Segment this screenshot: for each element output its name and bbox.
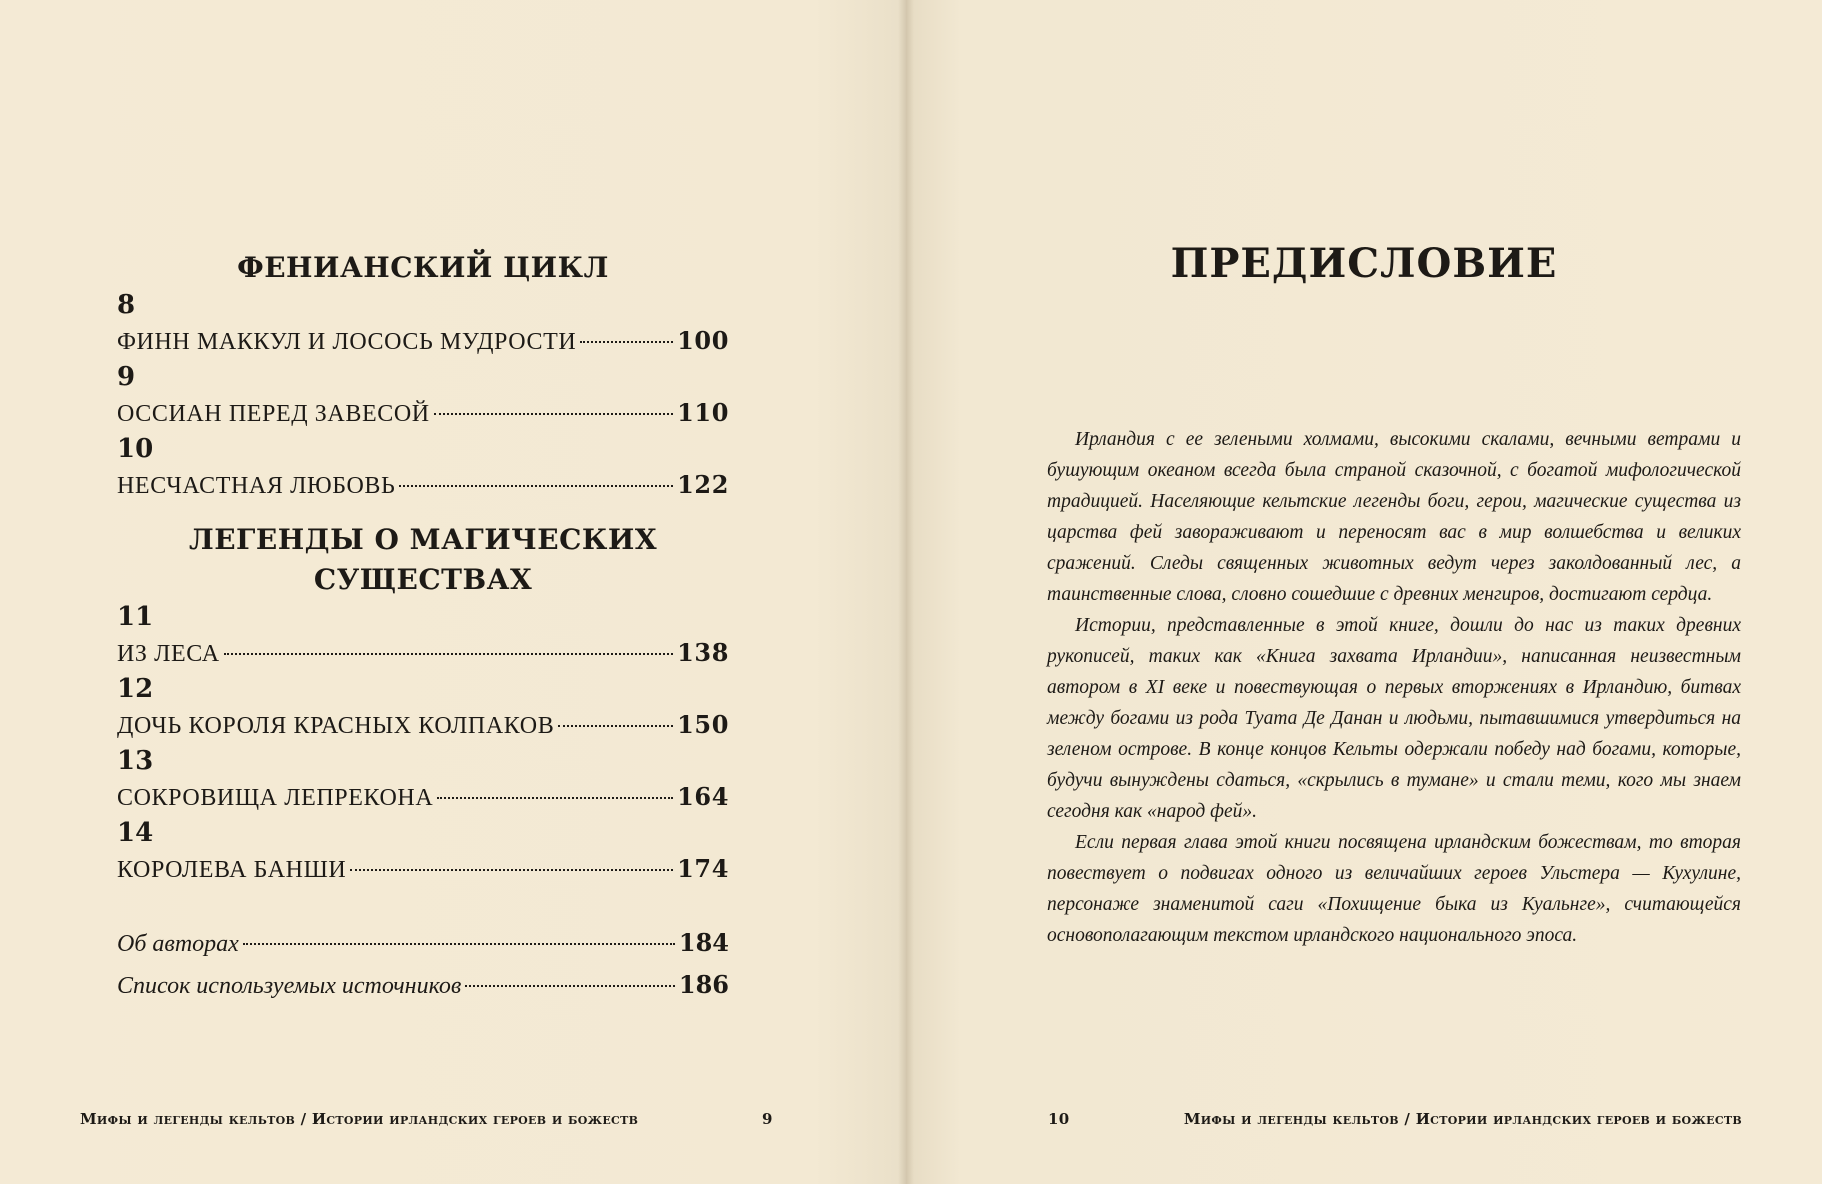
section-title: ЛЕГЕНДЫ О МАГИЧЕСКИХ СУЩЕСТВАХ xyxy=(188,523,658,596)
chapter-page: 138 xyxy=(677,638,729,667)
dot-leader xyxy=(437,797,673,799)
chapter-page: 150 xyxy=(677,710,729,739)
extra-title: Список используемых источников xyxy=(117,973,462,999)
chapter-page: 122 xyxy=(677,470,729,499)
toc-line xyxy=(117,466,729,504)
toc-extra-entry[interactable] xyxy=(117,922,729,964)
chapter-page: 110 xyxy=(677,398,729,427)
page-number: 10 xyxy=(1048,1110,1070,1128)
toc-entry[interactable] xyxy=(117,672,729,744)
toc-entry[interactable] xyxy=(117,816,729,888)
dot-leader xyxy=(224,653,673,655)
toc-entry[interactable] xyxy=(117,288,729,360)
chapter-title: ДОЧЬ КОРОЛЯ КРАСНЫХ КОЛПАКОВ xyxy=(117,713,555,739)
chapter-number: 8 xyxy=(117,290,136,320)
table-of-contents xyxy=(117,248,729,1006)
toc-entry[interactable] xyxy=(117,432,729,504)
toc-entry[interactable] xyxy=(117,360,729,432)
dot-leader xyxy=(465,985,675,987)
toc-line xyxy=(117,850,729,888)
preface-paragraph: Если первая глава этой книги посвящена ирландским божествам, то вторая повествует о подвигах одного из величайших героев Ульстера — Кухулине, персонаже знаменитой саги «Похищение быка из Куальнге», считающейся основополагающим текстом ирландского национального эпоса. xyxy=(1047,832,1741,946)
preface-paragraph: Ирландия с ее зелеными холмами, высокими скалами, вечными ветрами и бушующим океаном всегда была страной сказочной, с богатой мифологической традицией. Населяющие кельтские легенды боги, герои, магические существа из царства фей завораживают и переносят вас в мир волшебства и великих сражений. Следы священных животных ведут через заколдованный лес, а таинственные слова, словно сошедшие с древних менгиров, достигают сердца. xyxy=(1047,429,1741,605)
toc-line xyxy=(117,394,729,432)
dot-leader xyxy=(580,341,673,343)
toc-line xyxy=(117,706,729,744)
chapter-number: 9 xyxy=(117,362,136,392)
toc-extra-entry[interactable] xyxy=(117,964,729,1006)
toc-entry[interactable] xyxy=(117,600,729,672)
dot-leader xyxy=(350,869,673,871)
chapter-number: 12 xyxy=(117,674,154,704)
chapter-page: 174 xyxy=(677,854,729,883)
chapter-title: НЕСЧАСТНАЯ ЛЮБОВЬ xyxy=(117,473,396,499)
toc-line xyxy=(117,634,729,672)
section-title: ФЕНИАНСКИЙ ЦИКЛ xyxy=(237,251,609,284)
toc-line xyxy=(117,322,729,360)
chapter-title: КОРОЛЕВА БАНШИ xyxy=(117,857,347,883)
page-number: 9 xyxy=(762,1110,773,1128)
chapter-number: 11 xyxy=(117,602,154,632)
preface-body xyxy=(1047,424,1741,951)
chapter-page: 100 xyxy=(677,326,729,355)
running-footer-title: Мифы и легенды кельтов / Истории ирландских героев и божеств xyxy=(1183,1110,1742,1128)
preface-paragraph: Истории, представленные в этой книге, дошли до нас из таких древних рукописей, таких как «Книга захвата Ирландии», написанная неизвестным автором в XI веке и повествующая о первых вторжениях в Ирландию, битвах между богами из рода Туата Де Данан и людьми, пытавшимися утвердиться на зеленом острове. В конце концов Кельты одержали победу над богами, которые, будучи вынуждены сдаться, «скрылись в тумане» и стали теми, кого мы знаем сегодня как «народ фей». xyxy=(1047,615,1741,822)
chapter-title: ФИНН МАККУЛ И ЛОСОСЬ МУДРОСТИ xyxy=(117,329,577,355)
chapter-number: 13 xyxy=(117,746,154,776)
extra-title: Об авторах xyxy=(117,931,239,957)
running-footer-title: Мифы и легенды кельтов / Истории ирландских героев и божеств xyxy=(80,1110,639,1128)
chapter-page: 164 xyxy=(677,782,729,811)
toc-line xyxy=(117,778,729,816)
chapter-number: 14 xyxy=(117,818,154,848)
book-spine xyxy=(898,0,914,1184)
chapter-number: 10 xyxy=(117,434,154,464)
chapter-title: СОКРОВИЩА ЛЕПРЕКОНА xyxy=(117,785,434,811)
toc-entry[interactable] xyxy=(117,744,729,816)
dot-leader xyxy=(558,725,673,727)
extra-page: 186 xyxy=(678,970,729,999)
preface-title: ПРЕДИСЛОВИЕ xyxy=(1170,240,1558,287)
chapter-title: ИЗ ЛЕСА xyxy=(117,641,220,667)
chapter-title: ОССИАН ПЕРЕД ЗАВЕСОЙ xyxy=(117,401,430,427)
extra-page: 184 xyxy=(678,928,729,957)
dot-leader xyxy=(434,413,673,415)
dot-leader xyxy=(399,485,673,487)
dot-leader xyxy=(243,943,675,945)
